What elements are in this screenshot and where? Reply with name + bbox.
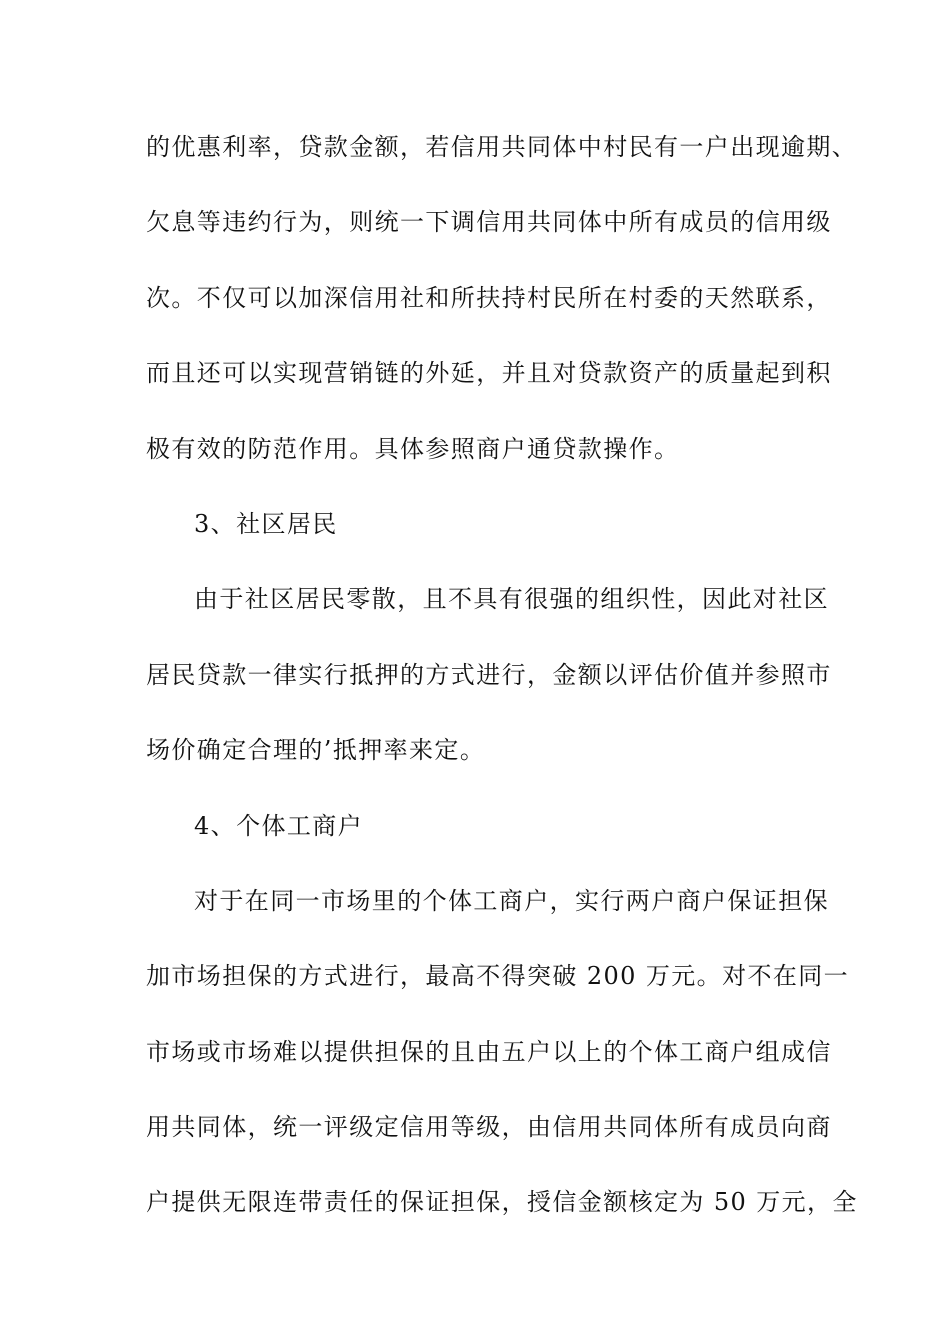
document-body: [146, 126, 858, 1257]
paragraph-line: 欠息等违约行为，则统一下调信用共同体中所有成员的信用级: [146, 208, 832, 237]
paragraph-line: 市场或市场难以提供担保的且由五户以上的个体工商户组成信: [146, 1037, 832, 1066]
section-heading-individual-merchants: 4、个体工商户: [194, 811, 364, 840]
paragraph-line: 用共同体，统一评级定信用等级，由信用共同体所有成员向商: [146, 1113, 832, 1142]
paragraph-line: 场价确定合理的’抵押率来定。: [146, 736, 486, 765]
section-heading-community-residents: 3、社区居民: [194, 509, 338, 538]
paragraph-line: 次。不仅可以加深信用社和所扶持村民所在村委的天然联系，: [146, 283, 832, 312]
paragraph-line: 加市场担保的方式进行，最高不得突破 200 万元。对不在同一: [146, 962, 850, 991]
paragraph-line: 极有效的防范作用。具体参照商户通贷款操作。: [146, 434, 680, 463]
paragraph-line: 的优惠利率，贷款金额，若信用共同体中村民有一户出现逾期、: [146, 133, 858, 161]
paragraph-line: 而且还可以实现营销链的外延，并且对贷款资产的质量起到积: [146, 359, 832, 388]
paragraph-line: 由于社区居民零散，且不具有很强的组织性，因此对社区: [194, 585, 829, 614]
paragraph-line: 对于在同一市场里的个体工商户，实行两户商户保证担保: [194, 886, 829, 915]
paragraph-line: 户提供无限连带责任的保证担保，授信金额核定为 50 万元，全: [146, 1188, 858, 1217]
paragraph-line: 居民贷款一律实行抵押的方式进行，金额以评估价值并参照市: [146, 660, 832, 689]
